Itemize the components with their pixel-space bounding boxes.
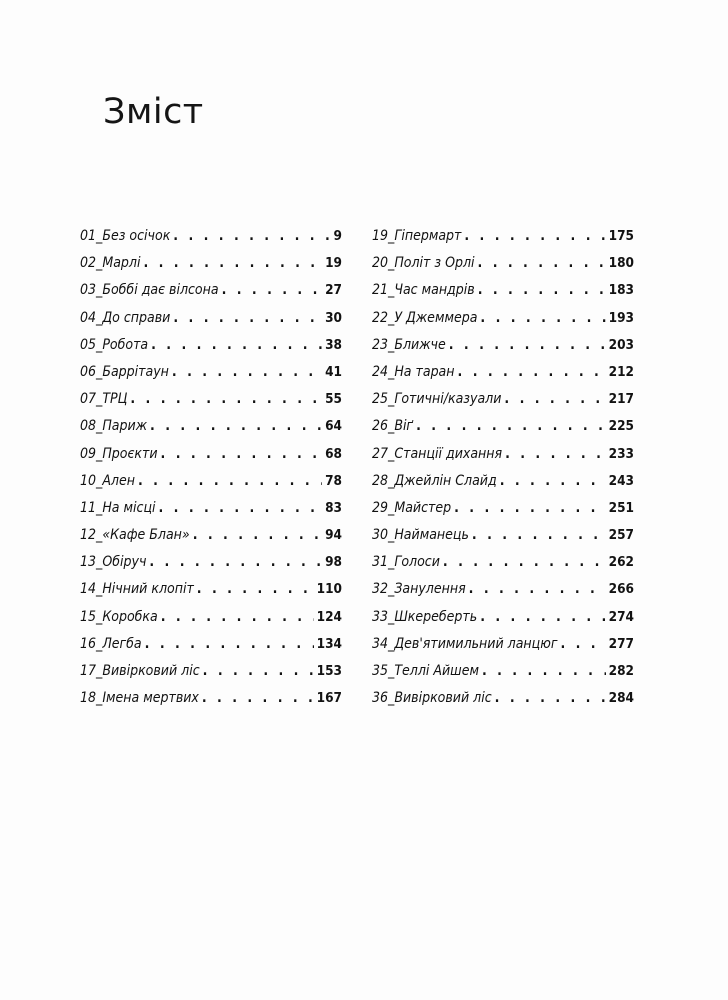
toc-entry[interactable]: [80, 473, 342, 500]
toc-entry-page: 94: [325, 527, 342, 544]
toc-entry-page: 266: [608, 581, 634, 598]
toc-leader-dots: [478, 282, 606, 298]
toc-leader-dots: [203, 663, 314, 679]
toc-leader-dots: [172, 364, 322, 380]
toc-entry-label: 27_Станції дихання: [372, 445, 503, 462]
toc-entry-label: 24_На таран: [372, 363, 455, 380]
toc-entry-label: 18_Імена мертвих: [80, 690, 199, 707]
page-title: Зміст: [103, 92, 204, 132]
toc-leader-dots: [138, 473, 322, 489]
toc-entry-page: 183: [608, 282, 634, 299]
toc-entry-label: 04_До справи: [80, 309, 171, 326]
toc-entry-page: 277: [608, 635, 634, 652]
toc-entry-page: 78: [325, 472, 342, 489]
toc-entry-page: 153: [316, 663, 342, 679]
toc-entry-page: 217: [608, 391, 634, 408]
toc-column-left: [80, 228, 342, 717]
toc-entry[interactable]: [80, 581, 342, 608]
toc-leader-dots: [469, 581, 606, 597]
toc-leader-dots: [504, 391, 605, 407]
toc-entry[interactable]: [372, 310, 634, 337]
toc-leader-dots: [193, 527, 322, 543]
toc-entry[interactable]: [372, 228, 634, 255]
toc-entry-page: 27: [325, 282, 342, 299]
toc-entry-label: 23_Ближче: [372, 336, 446, 353]
toc-leader-dots: [464, 228, 605, 244]
toc-entry[interactable]: [80, 310, 342, 337]
toc-entry-page: 212: [608, 363, 634, 380]
toc-leader-dots: [495, 690, 606, 706]
toc-entry[interactable]: [80, 690, 342, 717]
toc-entry-label: 28_Джейлін Слайд: [372, 472, 497, 489]
toc-entry[interactable]: [372, 255, 634, 282]
toc-entry-page: 175: [608, 228, 634, 244]
toc-entry-label: 16_Легба: [80, 635, 142, 652]
toc-entry-page: 83: [325, 499, 342, 516]
toc-entry-page: 19: [325, 255, 342, 272]
toc-entry-label: 20_Політ з Орлі: [372, 255, 475, 272]
toc-entry-label: 26_Віґ: [372, 418, 414, 435]
toc-entry-page: 203: [608, 336, 634, 353]
toc-entry[interactable]: [372, 364, 634, 391]
toc-entry-page: 68: [325, 445, 342, 462]
toc-entry[interactable]: [372, 690, 634, 717]
toc-leader-dots: [161, 446, 323, 462]
toc-entry-label: 15_Коробка: [80, 608, 158, 625]
toc-entry[interactable]: [372, 581, 634, 608]
toc-entry[interactable]: [80, 255, 342, 282]
toc-entry[interactable]: [372, 636, 634, 663]
toc-entry[interactable]: [80, 418, 342, 445]
toc-entry[interactable]: [80, 663, 342, 690]
toc-leader-dots: [149, 554, 322, 570]
toc-leader-dots: [458, 364, 606, 380]
toc-entry-label: 05_Робота: [80, 336, 149, 353]
toc-entry-label: 25_Готичні/казуали: [372, 391, 502, 408]
toc-entry-label: 01_Без осічок: [80, 228, 171, 244]
toc-leader-dots: [173, 310, 322, 326]
toc-entry-label: 36_Вивірковий ліс: [372, 690, 492, 707]
toc-entry[interactable]: [80, 391, 342, 418]
toc-entry-page: 167: [316, 690, 342, 707]
toc-entry[interactable]: [372, 527, 634, 554]
toc-entry[interactable]: [372, 663, 634, 690]
toc-entry-page: 284: [608, 690, 634, 707]
toc-entry-page: 233: [608, 445, 634, 462]
toc-entry-page: 193: [608, 309, 634, 326]
toc-entry[interactable]: [80, 282, 342, 309]
toc-entry[interactable]: [80, 500, 342, 527]
toc-leader-dots: [222, 282, 323, 298]
toc-entry[interactable]: [372, 418, 634, 445]
toc-leader-dots: [454, 500, 606, 516]
toc-entry-page: 38: [325, 336, 342, 353]
toc-entry-page: 134: [316, 635, 342, 652]
toc-leader-dots: [161, 609, 314, 625]
toc-entry-label: 32_Занулення: [372, 581, 466, 598]
toc-entry[interactable]: [80, 527, 342, 554]
toc-leader-dots: [151, 337, 322, 353]
toc-leader-dots: [443, 554, 606, 570]
toc-leader-dots: [560, 636, 605, 652]
toc-leader-dots: [173, 228, 330, 244]
toc-entry-label: 14_Нічний клопіт: [80, 581, 194, 598]
toc-leader-dots: [478, 255, 606, 271]
toc-entry-label: 29_Майстер: [372, 499, 452, 516]
toc-leader-dots: [202, 690, 314, 706]
toc-entry[interactable]: [80, 636, 342, 663]
toc-entry-label: 33_Шкереберть: [372, 608, 478, 625]
toc-entry-label: 35_Теллі Айшем: [372, 663, 479, 679]
toc-entry-label: 09_Проєкти: [80, 445, 158, 462]
toc-leader-dots: [480, 310, 605, 326]
toc-leader-dots: [145, 636, 314, 652]
toc-entry[interactable]: [372, 609, 634, 636]
toc-leader-dots: [143, 255, 322, 271]
toc-entry-page: 282: [608, 663, 634, 679]
toc-entry-label: 34_Дев'ятимильний ланцюг: [372, 635, 558, 652]
toc-entry-page: 262: [608, 554, 634, 571]
toc-entry-page: 274: [608, 608, 634, 625]
toc-entry-label: 03_Боббі дає вілсона: [80, 282, 219, 299]
toc-entry-label: 30_Найманець: [372, 527, 469, 544]
toc-entry-page: 98: [325, 554, 342, 571]
toc-leader-dots: [505, 446, 606, 462]
toc-leader-dots: [130, 391, 322, 407]
toc-entry-label: 06_Баррітаун: [80, 363, 169, 380]
toc-entry[interactable]: [80, 554, 342, 581]
toc-entry[interactable]: [372, 282, 634, 309]
toc-entry-page: 30: [325, 309, 342, 326]
toc-entry-page: 41: [325, 363, 342, 380]
toc-entry-label: 12_«Кафе Блан»: [80, 527, 190, 544]
toc-leader-dots: [482, 663, 606, 679]
toc-entry-page: 180: [608, 255, 634, 272]
toc-entry-page: 9: [333, 228, 342, 244]
toc-entry-label: 08_Париж: [80, 418, 148, 435]
toc-entry-page: 225: [608, 418, 634, 435]
toc-entry-label: 13_Обіруч: [80, 554, 147, 571]
toc-leader-dots: [449, 337, 606, 353]
toc-entry-label: 07_ТРЦ: [80, 391, 128, 408]
toc-entry-label: 17_Вивірковий ліс: [80, 663, 200, 679]
toc-leader-dots: [150, 418, 322, 434]
toc-entry-page: 251: [608, 499, 634, 516]
toc-entry-label: 11_На місці: [80, 499, 156, 516]
toc-entry[interactable]: [372, 337, 634, 364]
toc-leader-dots: [480, 609, 605, 625]
toc-entry-label: 21_Час мандрів: [372, 282, 475, 299]
toc-entry[interactable]: [372, 500, 634, 527]
toc-entry[interactable]: [80, 228, 342, 255]
toc-entry-label: 10_Ален: [80, 472, 135, 489]
toc-entry[interactable]: [372, 446, 634, 473]
toc-entry[interactable]: [80, 364, 342, 391]
toc-entry-page: 124: [316, 608, 342, 625]
toc-entry[interactable]: [80, 446, 342, 473]
toc-entry-label: 31_Голоси: [372, 554, 440, 571]
toc-entry-label: 22_У Джеммера: [372, 309, 478, 326]
toc-entry-label: 02_Марлі: [80, 255, 141, 272]
toc-leader-dots: [500, 473, 606, 489]
toc-entry[interactable]: [80, 337, 342, 364]
toc-leader-dots: [197, 581, 314, 597]
toc-leader-dots: [159, 500, 323, 516]
toc-leader-dots: [472, 527, 606, 543]
toc-entry-page: 64: [325, 418, 342, 435]
toc-entry-label: 19_Гіпермарт: [372, 228, 462, 244]
toc-entry-page: 257: [608, 527, 634, 544]
toc-entry[interactable]: [80, 609, 342, 636]
toc-entry-page: 55: [325, 391, 342, 408]
toc-entry[interactable]: [372, 391, 634, 418]
toc-leader-dots: [416, 418, 606, 434]
toc-entry-page: 110: [316, 581, 342, 598]
toc-entry[interactable]: [372, 473, 634, 500]
toc-entry[interactable]: [372, 554, 634, 581]
toc-entry-page: 243: [608, 472, 634, 489]
toc-column-right: [372, 228, 634, 717]
